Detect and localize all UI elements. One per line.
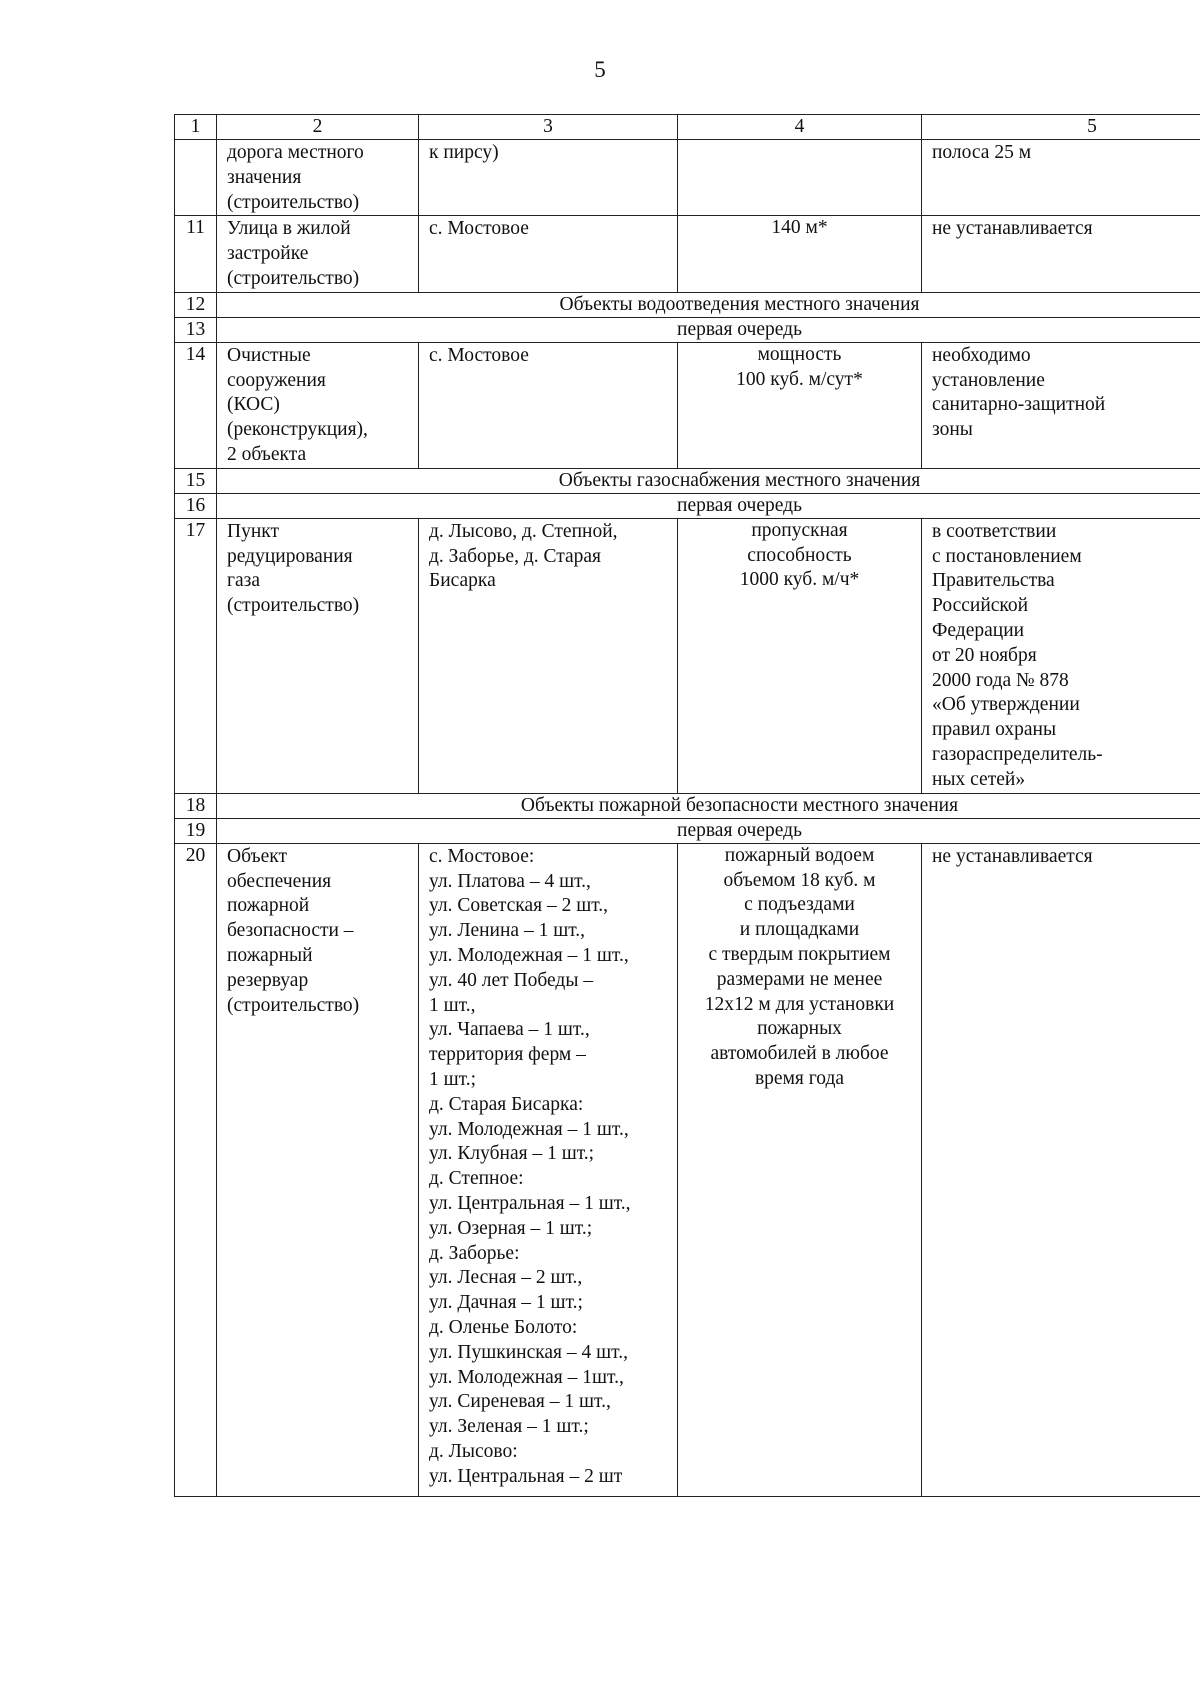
location-cell (419, 518, 678, 793)
cell-line: ных сетей» (932, 768, 1026, 790)
cell-line: д. Заборье: (429, 1242, 520, 1264)
cell-line: (строительство) (227, 595, 360, 617)
cell-line: ул. Молодежная – 1 шт., (429, 1118, 629, 1140)
cell-line: необходимо (932, 344, 1031, 366)
cell-line: установление (932, 369, 1045, 391)
row-number: 20 (175, 843, 217, 1496)
characteristics-cell (678, 216, 922, 292)
header-col-1: 1 (175, 115, 217, 140)
cell-line: 12х12 м для установки (704, 993, 895, 1015)
characteristics-cell (678, 342, 922, 468)
row-number: 19 (175, 818, 217, 843)
object-name-cell (217, 216, 419, 292)
table-row-12 (175, 292, 1200, 317)
cell-line: резервуар (227, 969, 309, 991)
characteristics-cell (678, 843, 922, 1496)
zone-cell (922, 843, 1200, 1496)
row-number: 11 (175, 216, 217, 292)
table-row-16 (175, 493, 1200, 518)
characteristics-cell (678, 518, 922, 793)
section-heading: Объекты пожарной безопасности местного значения (217, 793, 1200, 818)
table-row-continued (175, 140, 1200, 216)
cell-line: с. Мостовое (429, 344, 529, 366)
cell-line: от 20 ноября (932, 644, 1037, 666)
section-heading: Объекты газоснабжения местного значения (217, 468, 1200, 493)
zone-cell (922, 140, 1200, 216)
cell-line: ул. Дачная – 1 шт.; (429, 1292, 583, 1314)
section-heading: Объекты водоотведения местного значения (217, 292, 1200, 317)
cell-line: 1 шт., (429, 994, 476, 1016)
header-col-3: 3 (419, 115, 678, 140)
cell-line: Пункт (227, 520, 280, 542)
cell-line: д. Оленье Болото: (429, 1316, 578, 1338)
table-row-17 (175, 518, 1200, 793)
cell-line: с твердым покрытием (708, 943, 891, 965)
cell-line: Объект (227, 845, 287, 867)
cell-line: к пирсу) (429, 142, 499, 163)
cell-line: время года (754, 1067, 845, 1089)
planning-table (174, 114, 1200, 1497)
location-cell (419, 216, 678, 292)
cell-line: ул. Чапаева – 1 шт., (429, 1019, 590, 1041)
page-number: 5 (594, 57, 606, 82)
cell-line: ул. Пушкинская – 4 шт., (429, 1341, 628, 1363)
cell-line: автомобилей в любое (710, 1043, 889, 1065)
table-row-18 (175, 793, 1200, 818)
cell-line: пропускная (751, 519, 848, 541)
cell-line: и площадками (739, 919, 860, 941)
cell-line: (строительство) (227, 191, 360, 213)
cell-line: обеспечения (227, 870, 332, 892)
table-row-11 (175, 216, 1200, 292)
cell-line: д. Заборье, д. Старая (429, 545, 602, 567)
cell-line: 1 шт.; (429, 1068, 476, 1090)
cell-line: Правительства (932, 570, 1055, 592)
header-col-2: 2 (217, 115, 419, 140)
cell-line: ул. 40 лет Победы – (429, 969, 594, 991)
cell-line: (реконструкция), (227, 419, 368, 441)
object-name-cell (217, 843, 419, 1496)
cell-line: в соответствии (932, 520, 1057, 542)
table-row-14 (175, 342, 1200, 468)
header-col-5: 5 (922, 115, 1200, 140)
cell-line: пожарный водоем (724, 844, 875, 866)
location-cell (419, 140, 678, 216)
header-col-4: 4 (678, 115, 922, 140)
cell-line: сооружения (227, 369, 326, 391)
cell-line: (строительство) (227, 994, 360, 1016)
cell-line: Российской (932, 595, 1029, 617)
row-number: 14 (175, 342, 217, 468)
row-number: 17 (175, 518, 217, 793)
cell-line: ул. Центральная – 1 шт., (429, 1192, 631, 1214)
cell-line: 1000 куб. м/ч* (739, 569, 860, 591)
cell-line: (строительство) (227, 267, 360, 289)
cell-line: полоса 25 м (932, 142, 1032, 163)
cell-line: ул. Платова – 4 шт., (429, 870, 591, 892)
cell-line: Федерации (932, 619, 1025, 641)
object-name-cell (217, 140, 419, 216)
cell-line: с. Мостовое: (429, 845, 535, 867)
characteristics-cell (678, 140, 922, 216)
cell-line: д. Лысово: (429, 1440, 518, 1462)
table-row-15 (175, 468, 1200, 493)
cell-line: ул. Озерная – 1 шт.; (429, 1217, 593, 1239)
cell-line: ул. Сиреневая – 1 шт., (429, 1391, 611, 1413)
location-cell (419, 843, 678, 1496)
phase-heading: первая очередь (217, 818, 1200, 843)
phase-heading: первая очередь (217, 493, 1200, 518)
cell-line: 2 объекта (227, 443, 307, 465)
row-number: 12 (175, 292, 217, 317)
cell-line: ул. Молодежная – 1 шт., (429, 944, 629, 966)
row-number: 13 (175, 317, 217, 342)
cell-line: Улица в жилой (227, 218, 351, 240)
table-row-19 (175, 818, 1200, 843)
cell-line: 2000 года № 878 (932, 669, 1069, 691)
table-header-row (175, 115, 1200, 140)
cell-line: д. Лысово, д. Степной, (429, 520, 618, 542)
cell-line: Бисарка (429, 570, 496, 592)
object-name-cell (217, 518, 419, 793)
location-cell (419, 342, 678, 468)
cell-line: ул. Ленина – 1 шт., (429, 920, 586, 942)
cell-line: правил охраны (932, 719, 1057, 741)
cell-line: застройке (227, 243, 309, 265)
cell-line: значения (227, 166, 302, 188)
cell-line: ул. Зеленая – 1 шт.; (429, 1416, 589, 1438)
cell-line: с подъездами (744, 894, 855, 916)
cell-line: 140 м* (771, 217, 828, 239)
cell-line: зоны (932, 419, 973, 441)
zone-cell (922, 342, 1200, 468)
cell-line: ул. Лесная – 2 шт., (429, 1267, 583, 1289)
cell-line: ул. Советская – 2 шт., (429, 895, 609, 917)
cell-line: объемом 18 куб. м (723, 869, 876, 891)
object-name-cell (217, 342, 419, 468)
cell-line: не устанавливается (932, 218, 1093, 240)
cell-line: дорога местного (227, 142, 364, 163)
cell-line: ул. Молодежная – 1шт., (429, 1366, 624, 1388)
cell-line: безопасности – (227, 920, 354, 942)
cell-line: санитарно-защитной (932, 394, 1106, 416)
row-number (175, 140, 217, 216)
cell-line: пожарный (227, 944, 313, 966)
cell-line: пожарной (227, 895, 310, 917)
table-row-13 (175, 317, 1200, 342)
cell-line: газа (227, 570, 261, 592)
zone-cell (922, 518, 1200, 793)
row-number: 18 (175, 793, 217, 818)
cell-line: ул. Центральная – 2 шт (429, 1465, 623, 1487)
cell-line: с постановлением (932, 545, 1082, 567)
table-row-20 (175, 843, 1200, 1496)
cell-line: д. Старая Бисарка: (429, 1093, 584, 1115)
cell-line: размерами не менее (716, 968, 883, 990)
row-number: 15 (175, 468, 217, 493)
cell-line: Очистные (227, 344, 311, 366)
cell-line: «Об утверждении (932, 694, 1080, 716)
cell-line: д. Степное: (429, 1168, 524, 1190)
cell-line: мощность (757, 343, 842, 365)
cell-line: способность (747, 544, 852, 566)
cell-line: редуцирования (227, 545, 353, 567)
cell-line: ул. Клубная – 1 шт.; (429, 1143, 595, 1165)
cell-line: территория ферм – (429, 1044, 586, 1066)
cell-line: пожарных (757, 1018, 842, 1040)
zone-cell (922, 216, 1200, 292)
cell-line: с. Мостовое (429, 218, 529, 240)
cell-line: газораспределитель- (932, 743, 1103, 765)
cell-line: не устанавливается (932, 845, 1093, 867)
phase-heading: первая очередь (217, 317, 1200, 342)
cell-line: 100 куб. м/сут* (736, 368, 863, 390)
cell-line: (КОС) (227, 394, 280, 416)
row-number: 16 (175, 493, 217, 518)
